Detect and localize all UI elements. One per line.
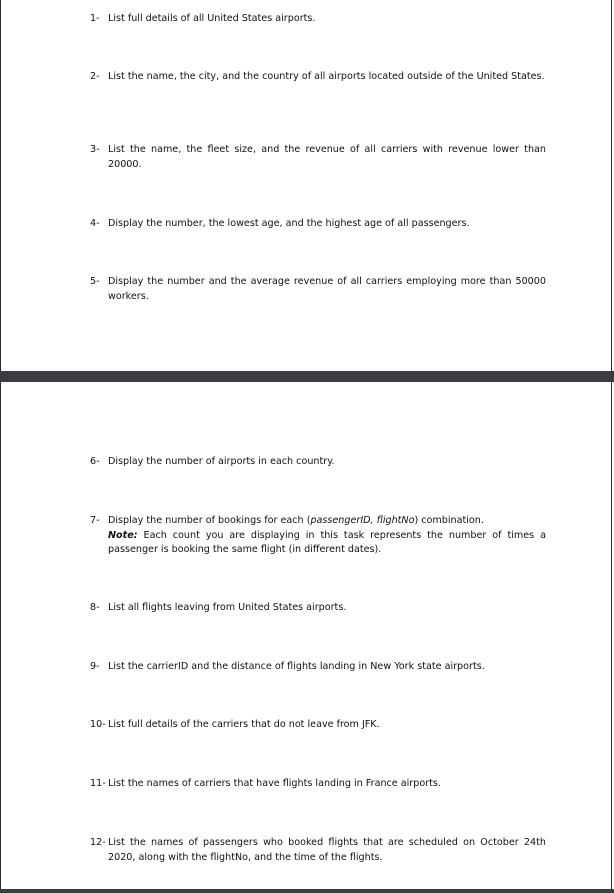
question-number: 6-: [90, 456, 100, 467]
question-number: 8-: [90, 602, 100, 613]
question-7: [90, 514, 546, 558]
question-number: 7-: [90, 515, 100, 526]
note-text: Each count you are displaying in this task represents the number of times a passenger is booking the same flight (in different dates).: [108, 529, 546, 555]
question-10: [90, 718, 546, 733]
question-number: 1-: [90, 13, 100, 24]
page-bottom-edge: [0, 889, 614, 893]
question-number: 12-: [90, 837, 106, 848]
question-text: [108, 514, 546, 558]
question-number: 2-: [90, 71, 100, 82]
question-number: 11-: [90, 778, 106, 789]
question-12: [90, 836, 546, 865]
question-number: 10-: [90, 719, 106, 730]
question-text: List all flights leaving from United States airports.: [108, 602, 347, 613]
page-separator: [0, 371, 614, 382]
question-6: [90, 455, 546, 470]
question-number: 5-: [90, 276, 100, 287]
question-9: [90, 660, 546, 675]
question-text: List the carrierID and the distance of flights landing in New York state airports.: [108, 661, 485, 672]
question-number: 9-: [90, 661, 100, 672]
question-number: 3-: [90, 144, 100, 155]
question-8: [90, 601, 546, 616]
question-text-start: Display the number of bookings for each (: [108, 515, 311, 526]
question-11: [90, 777, 546, 792]
question-5: [90, 275, 546, 304]
question-2: [90, 70, 546, 85]
question-text-end: ) combination.: [414, 515, 484, 526]
question-text: List the names of passengers who booked flights that are scheduled on October 24th 2020, along with the flightNo, and the time of the flights.: [108, 837, 546, 863]
question-text: List full details of the carriers that do not leave from JFK.: [108, 719, 380, 730]
document-page-1: [0, 0, 612, 371]
question-text: List the name, the fleet size, and the revenue of all carriers with revenue lower than 20000.: [108, 144, 546, 170]
question-text-italic: passengerID, flightNo: [310, 515, 415, 526]
question-text: Display the number of airports in each country.: [108, 456, 335, 467]
question-text: List the name, the city, and the country of all airports located outside of the United States.: [108, 71, 545, 82]
question-3: [90, 143, 546, 172]
question-4: [90, 217, 546, 232]
question-1: [90, 12, 546, 27]
question-text: Display the number and the average revenue of all carriers employing more than 50000 workers.: [108, 276, 546, 302]
question-number: 4-: [90, 218, 100, 229]
note-label: Note:: [108, 529, 138, 541]
question-text: List full details of all United States airports.: [108, 13, 316, 24]
question-text: Display the number, the lowest age, and the highest age of all passengers.: [108, 218, 470, 229]
question-text: List the names of carriers that have flights landing in France airports.: [108, 778, 441, 789]
